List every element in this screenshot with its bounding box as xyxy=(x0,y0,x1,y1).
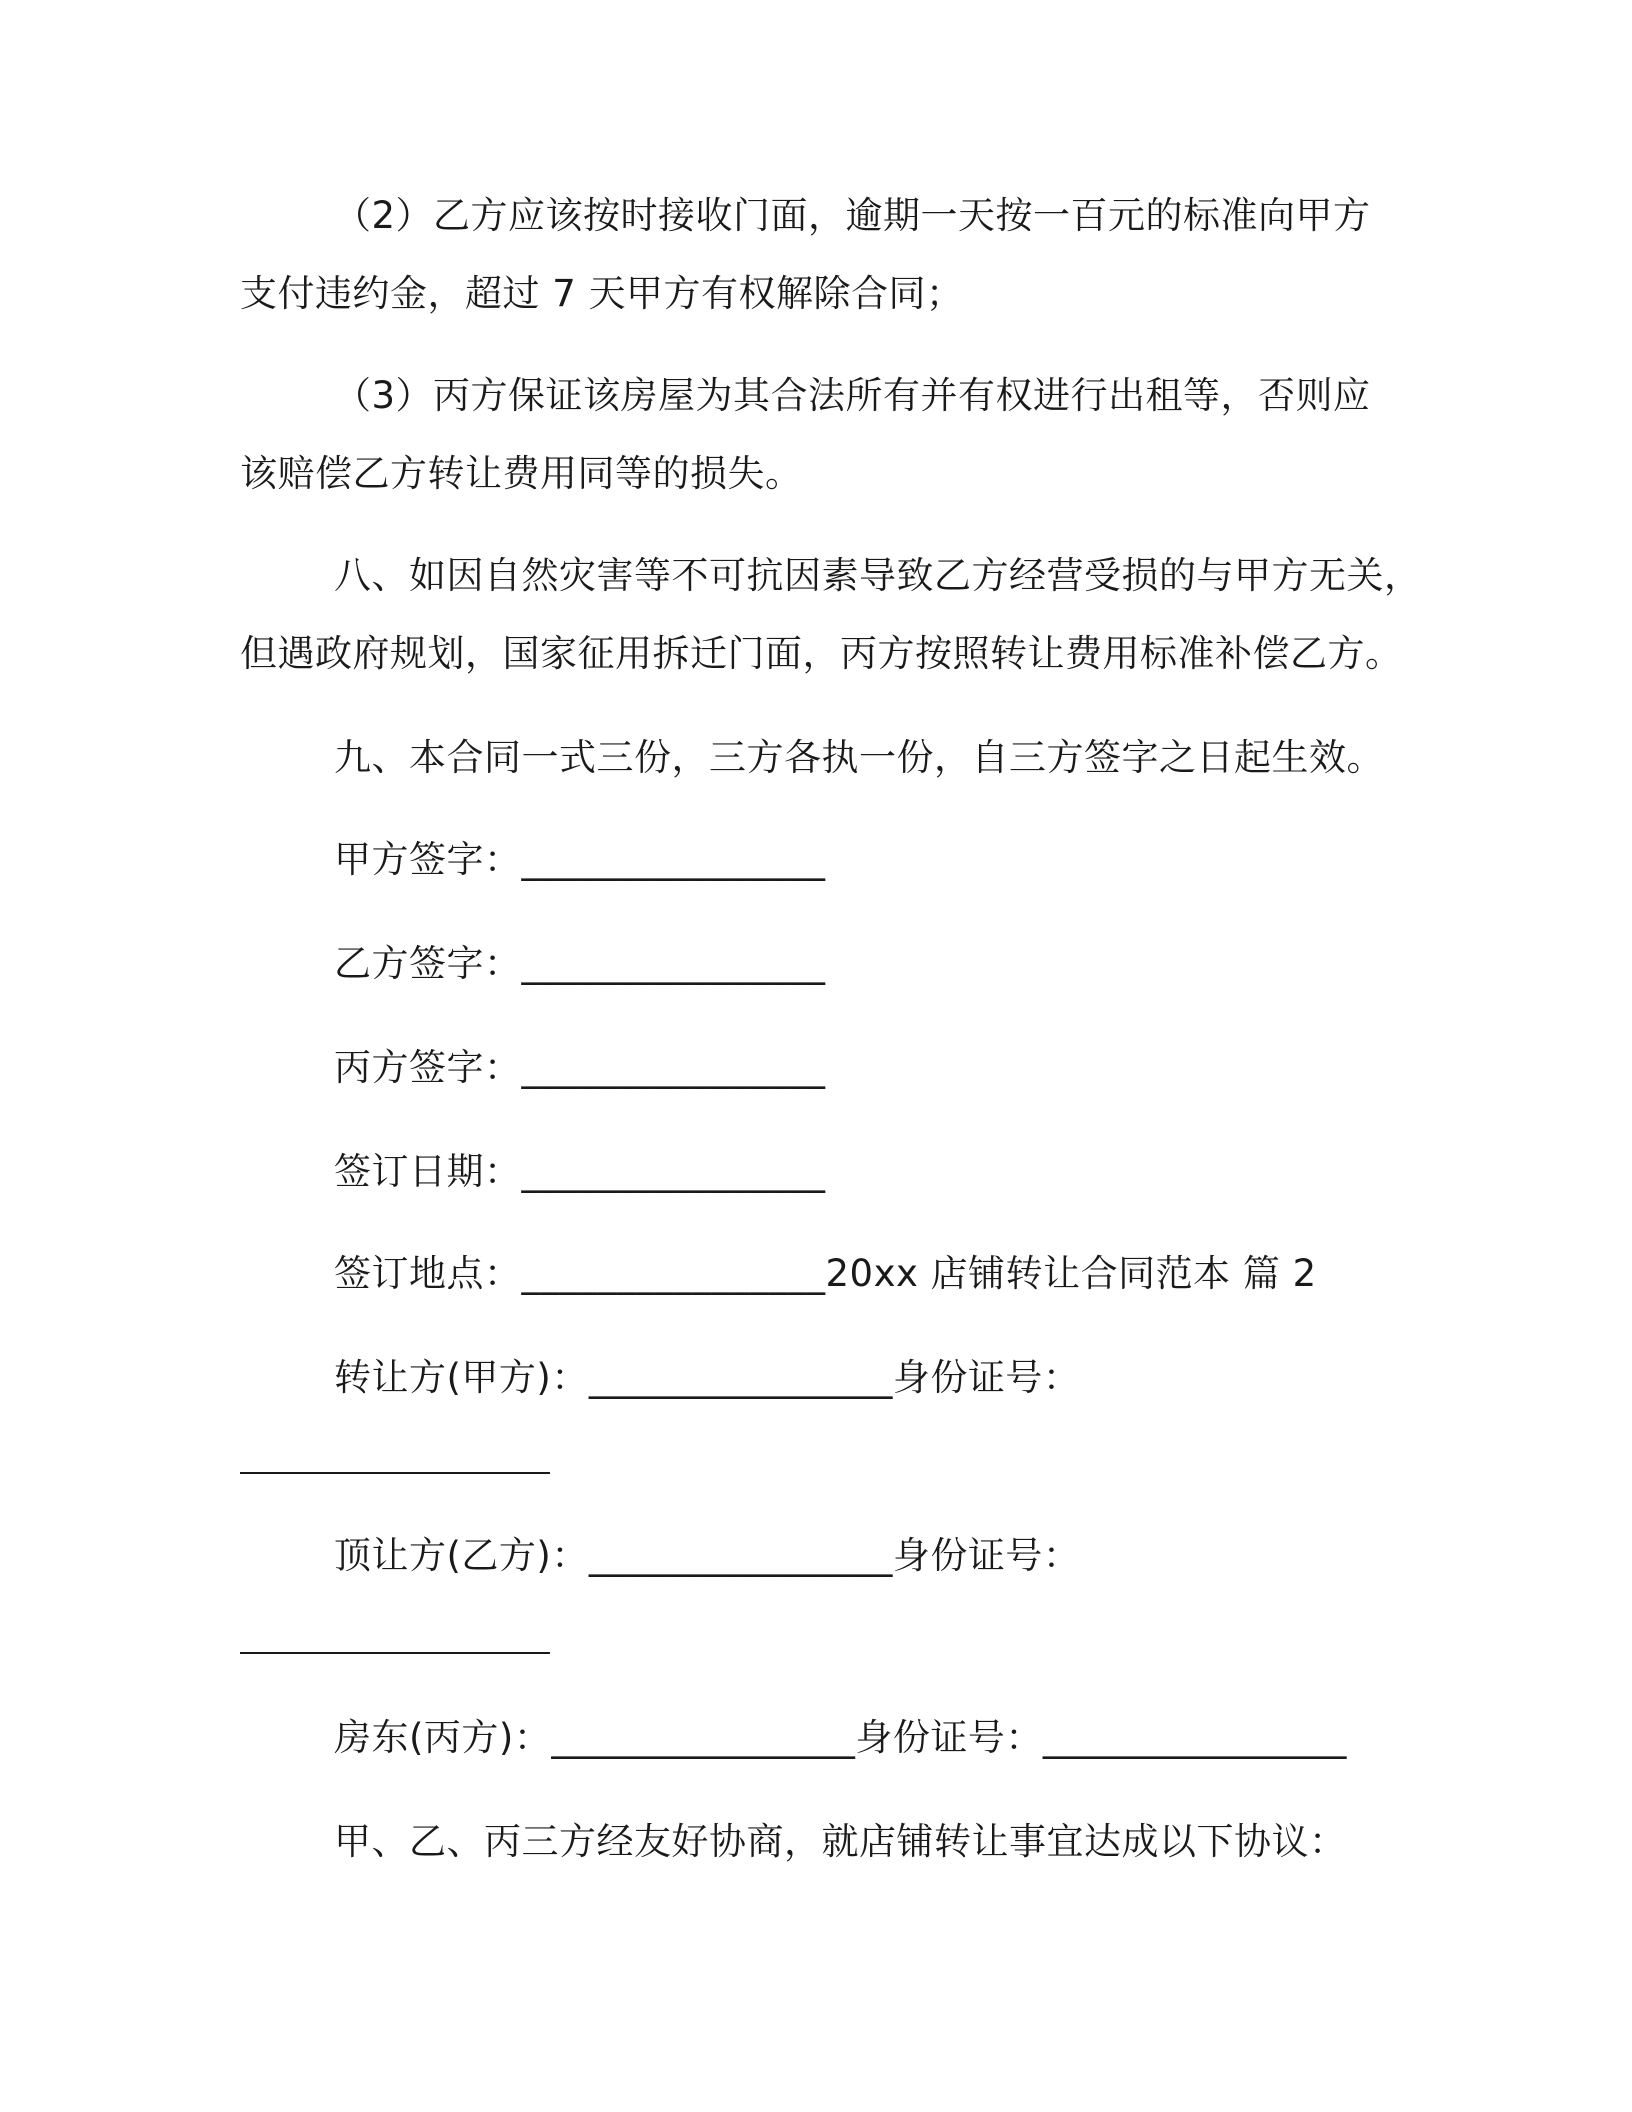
clause8-line2: 但遇政府规划，国家征用拆迁门面，丙方按照转让费用标准补偿乙方。 xyxy=(240,632,1403,675)
clause7-item2-line2: 支付违约金，超过 7 天甲方有权解除合同； xyxy=(240,272,964,315)
agreement-intro: 甲、乙、丙三方经友好协商，就店铺转让事宜达成以下协议： xyxy=(334,1820,1347,1863)
transferee-id-blank xyxy=(240,1652,550,1654)
transferee-line: 顶让方(乙方)：________________身份证号： xyxy=(334,1534,1081,1577)
landlord-line: 房东(丙方)：________________身份证号：________________ xyxy=(334,1716,1347,1759)
clause7-item2-line1: （2）乙方应该按时接收门面，逾期一天按一百元的标准向甲方 xyxy=(334,194,1371,237)
transferor-id-blank xyxy=(240,1472,550,1474)
clause7-item3-line2: 该赔偿乙方转让费用同等的损失。 xyxy=(240,452,803,495)
signature-party-a: 甲方签字：________________ xyxy=(334,838,826,881)
signature-party-b: 乙方签字：________________ xyxy=(334,942,826,985)
clause8-line1: 八、如因自然灾害等不可抗因素导致乙方经营受损的与甲方无关， xyxy=(334,554,1422,597)
clause7-item3-line1: （3）丙方保证该房屋为其合法所有并有权进行出租等，否则应 xyxy=(334,374,1371,417)
signature-date: 签订日期：________________ xyxy=(334,1150,826,1193)
signature-party-c: 丙方签字：________________ xyxy=(334,1046,826,1089)
signature-place-and-title: 签订地点：________________20xx 店铺转让合同范本 篇 2 xyxy=(334,1252,1317,1295)
transferor-line: 转让方(甲方)：________________身份证号： xyxy=(334,1356,1081,1399)
clause9: 九、本合同一式三份，三方各执一份，自三方签字之日起生效。 xyxy=(334,736,1384,779)
